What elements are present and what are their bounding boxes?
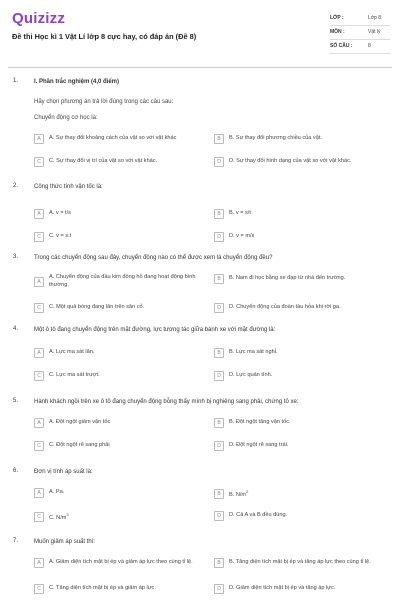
option-letter-badge: C <box>34 157 44 167</box>
option-letter-badge: A <box>34 418 44 428</box>
answer-option-c[interactable] <box>34 157 204 167</box>
page-header <box>0 0 400 56</box>
option-letter-badge: D <box>214 371 224 381</box>
option-letter-badge: C <box>34 512 44 522</box>
option-text <box>49 304 144 312</box>
question-text: Công thức tính vận tốc là: <box>34 184 103 190</box>
answer-option-c[interactable] <box>34 232 204 242</box>
meta-row-class <box>330 12 390 26</box>
answer-option-d[interactable] <box>214 584 384 594</box>
option-label: A. Lực ma sát lăn. <box>49 349 95 356</box>
answer-option-d[interactable] <box>214 441 384 451</box>
question-text: Muốn giảm áp suất thì: <box>34 539 96 545</box>
unit-superscript: 3 <box>66 512 69 517</box>
option-text <box>49 135 176 143</box>
option-text <box>229 442 288 450</box>
option-letter-badge: B <box>214 489 224 499</box>
option-text <box>49 372 100 380</box>
question-number: 5. <box>13 398 19 404</box>
option-letter-badge: A <box>34 348 44 358</box>
option-letter-badge: A <box>34 209 44 219</box>
option-letter-badge: B <box>214 418 224 428</box>
answer-option-a[interactable] <box>34 274 204 289</box>
question-text: Trong các chuyển động sau đây, chuyển động nào có thể được xem là chuyển động đều? <box>34 255 273 261</box>
option-text <box>229 158 351 166</box>
answer-option-a[interactable] <box>34 558 204 568</box>
option-text <box>229 135 322 143</box>
answer-option-c[interactable] <box>34 511 204 522</box>
option-label: D. Sự thay đổi hình dạng của vật so với vật khác. <box>229 158 352 165</box>
option-text <box>229 372 272 380</box>
option-text <box>49 419 110 427</box>
option-label: C. Sự thay đổi vị trí của vật so với vật khác. <box>49 158 158 165</box>
meta-value: Lớp 8 <box>368 15 382 21</box>
option-letter-badge: B <box>214 209 224 219</box>
option-text <box>49 559 193 567</box>
option-text <box>229 210 251 218</box>
question-number: 1. <box>13 78 19 84</box>
option-label: D. Chuyển động của đoàn tàu hỏa khi rời ga. <box>229 304 341 311</box>
option-text <box>229 349 278 357</box>
answer-option-a[interactable] <box>34 348 204 358</box>
option-letter-badge: C <box>34 441 44 451</box>
option-label: A. Giảm diện tích mặt bị ép và giảm áp lực theo cùng tỉ lệ. <box>49 559 193 566</box>
answer-option-d[interactable] <box>214 371 384 381</box>
meta-row-count <box>330 40 390 54</box>
option-text <box>49 233 71 241</box>
question-note: Hãy chọn phương án trả lời đúng trong các câu sau: <box>34 99 174 105</box>
option-label: A. Pa. <box>49 489 65 496</box>
option-text <box>229 585 335 593</box>
option-letter-badge: B <box>214 274 224 284</box>
answer-option-d[interactable] <box>214 157 384 167</box>
option-label: C. Một quả bóng đang lăn trên sân cỏ. <box>49 304 145 311</box>
option-letter-badge: D <box>214 584 224 594</box>
option-letter-badge: A <box>34 558 44 568</box>
option-letter-badge: A <box>34 134 44 144</box>
brand-logo: Quizizz <box>12 10 66 27</box>
answer-option-d[interactable] <box>214 303 384 313</box>
answer-option-b[interactable] <box>214 134 384 144</box>
answer-option-b[interactable] <box>214 274 384 284</box>
question-text: Đơn vị tính áp suất là: <box>34 469 93 475</box>
meta-key: SỐ CÂU : <box>330 43 353 49</box>
question-number: 2. <box>13 183 19 189</box>
answer-option-d[interactable] <box>214 232 384 242</box>
option-letter-badge: D <box>214 511 224 521</box>
option-text <box>49 274 204 289</box>
option-label: B. N/m <box>229 491 247 498</box>
option-label: D. Giảm diện tích mặt bị ép và tăng áp lực. <box>229 585 336 592</box>
question-note: Chuyển động cơ học là: <box>34 115 98 121</box>
option-letter-badge: C <box>34 584 44 594</box>
header-divider <box>8 67 392 68</box>
question-number: 3. <box>13 254 19 260</box>
option-label: B. Lực ma sát nghỉ. <box>229 349 278 356</box>
unit-superscript: 2 <box>246 489 249 494</box>
meta-row-subject <box>330 26 390 40</box>
option-label: B. Tăng diện tích mặt bị ép và tăng áp lực theo cùng tỉ lệ. <box>229 559 371 566</box>
meta-key: LỚP : <box>330 15 344 21</box>
option-text <box>49 158 157 166</box>
option-label: B. Đột ngột tăng vận tốc. <box>229 419 291 426</box>
meta-value: Vật lý <box>368 29 381 35</box>
page-title: Đề thi Học kì 1 Vật Lí lớp 8 cực hay, có đáp án (Đề 8) <box>12 32 197 41</box>
answer-option-a[interactable] <box>34 488 204 498</box>
option-text <box>49 442 110 450</box>
option-label: A. Đột ngột giảm vận tốc <box>49 419 111 426</box>
answer-option-a[interactable] <box>34 209 204 219</box>
option-label: C. Tăng diện tích mặt bị ép và giảm áp lực. <box>49 585 156 592</box>
option-label: D. Cả A và B đều đúng. <box>229 512 288 519</box>
option-letter-badge: D <box>214 441 224 451</box>
option-letter-badge: C <box>34 371 44 381</box>
option-letter-badge: D <box>214 232 224 242</box>
answer-option-c[interactable] <box>34 584 204 594</box>
answer-option-b[interactable] <box>214 348 384 358</box>
question-text: Hành khách ngồi trên xe ô tô đang chuyển động bỗng thấy mình bị nghiêng sang phải, chứng tỏ xe: <box>34 399 299 405</box>
option-text <box>49 349 94 357</box>
option-label: A. v = t/s <box>49 210 71 217</box>
option-label: D. Lực quán tính. <box>229 372 273 379</box>
option-label: B. Nam đi học bằng xe đạp từ nhà đến trường. <box>229 275 346 282</box>
answer-option-c[interactable] <box>34 441 204 451</box>
answer-option-b[interactable] <box>214 488 384 499</box>
option-letter-badge: A <box>34 277 44 287</box>
question-number: 4. <box>13 326 19 332</box>
meta-panel <box>330 12 390 54</box>
option-label: A. Chuyển động của đầu kim đồng hồ đang hoạt động bình thường. <box>49 274 196 288</box>
question-text: Một ô tô đang chuyển động trên mặt đường, lực tương tác giữa bánh xe với mặt đường là: <box>34 327 276 333</box>
question-text: I. Phần trắc nghiệm (4,0 điểm) <box>34 79 120 85</box>
option-text <box>229 419 291 427</box>
option-label: C. Đột ngột rẽ sang phải <box>49 442 110 449</box>
answer-option-b[interactable] <box>214 558 384 568</box>
answer-option-c[interactable] <box>34 303 204 313</box>
question-number: 7. <box>13 538 19 544</box>
meta-value: 8 <box>368 43 371 49</box>
option-text <box>229 488 248 499</box>
option-label: C. v = s.t <box>49 233 72 240</box>
option-text <box>229 304 341 312</box>
option-letter-badge: C <box>34 303 44 313</box>
option-text <box>229 559 371 567</box>
option-label: C. Lực ma sát trượt. <box>49 372 100 379</box>
option-label: D. v = m/s <box>229 233 255 240</box>
option-letter-badge: D <box>214 303 224 313</box>
option-text <box>229 233 254 241</box>
option-letter-badge: B <box>214 348 224 358</box>
option-label: C. N/m <box>49 514 67 521</box>
option-text <box>49 511 69 522</box>
option-letter-badge: D <box>214 157 224 167</box>
option-text <box>229 512 287 520</box>
answer-option-c[interactable] <box>34 371 204 381</box>
meta-key: MÔN : <box>330 29 345 35</box>
answer-option-b[interactable] <box>214 209 384 219</box>
option-letter-badge: C <box>34 232 44 242</box>
option-text <box>49 489 64 497</box>
option-text <box>229 275 345 283</box>
option-label: A. Sự thay đổi khoảng cách của vật so với vật khác <box>49 135 177 142</box>
option-text <box>49 585 156 593</box>
option-label: B. Sự thay đổi phương chiều của vật. <box>229 135 322 142</box>
option-label: B. v = s/t <box>229 210 251 217</box>
answer-option-a[interactable] <box>34 418 204 428</box>
answer-option-d[interactable] <box>214 511 384 521</box>
question-number: 6. <box>13 468 19 474</box>
option-letter-badge: B <box>214 134 224 144</box>
answer-option-a[interactable] <box>34 134 204 144</box>
option-letter-badge: B <box>214 558 224 568</box>
option-label: D. Đột ngột rẽ sang trái. <box>229 442 289 449</box>
answer-option-b[interactable] <box>214 418 384 428</box>
option-letter-badge: A <box>34 488 44 498</box>
option-text <box>49 210 71 218</box>
